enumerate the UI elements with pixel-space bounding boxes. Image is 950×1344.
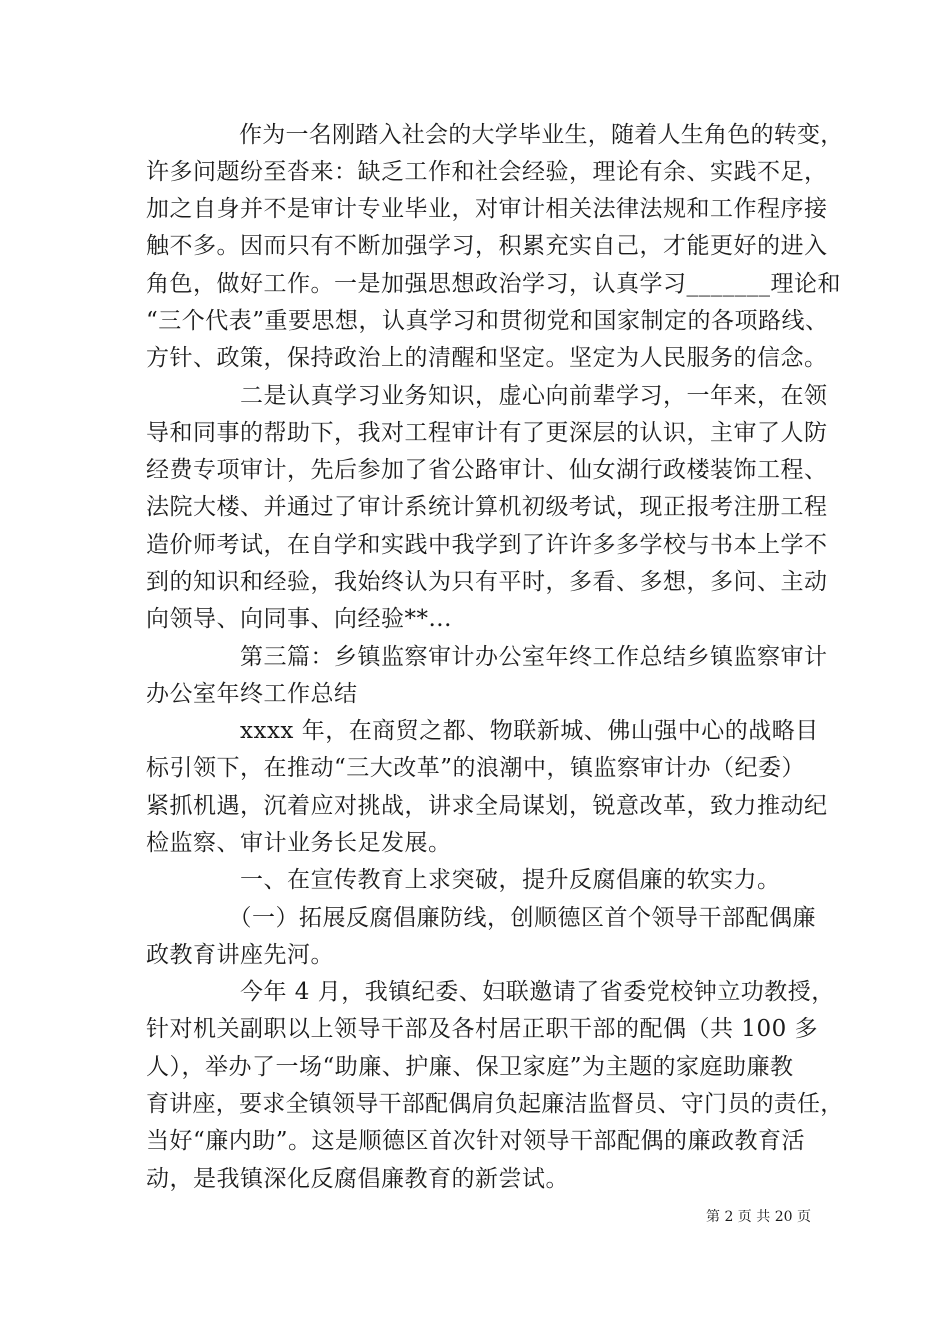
section-heading: 办公室年终工作总结	[146, 681, 358, 707]
text-line: 经费专项审计，先后参加了省公路审计、仙女湖行政楼装饰工程、	[146, 457, 828, 483]
section-heading: 第三篇：乡镇监察审计办公室年终工作总结乡镇监察审计	[146, 644, 828, 670]
text-line: 触不多。因而只有不断加强学习，积累充实自己，才能更好的进入	[146, 233, 828, 259]
page-number: 第 2 页 共 20 页	[706, 1209, 811, 1225]
text-line: 法院大楼、并通过了审计系统计算机初级考试，现正报考注册工程	[146, 494, 828, 520]
text-line: 二是认真学习业务知识，虚心向前辈学习，一年来，在领	[146, 383, 828, 409]
text-line: 导和同事的帮助下，我对工程审计有了更深层的认识，主审了人防	[146, 420, 828, 446]
text-line: 向领导、向同事、向经验**...	[146, 606, 452, 632]
text-line: 角色，做好工作。一是加强思想政治学习，认真学习_______理论和	[146, 271, 841, 297]
text-line: 育讲座，要求全镇领导干部配偶肩负起廉洁监督员、守门员的责任，	[146, 1091, 844, 1117]
text-line: 造价师考试，在自学和实践中我学到了许许多多学校与书本上学不	[146, 532, 828, 558]
text-line: 动，是我镇深化反腐倡廉教育的新尝试。	[146, 1166, 569, 1192]
text-line: “三个代表”重要思想，认真学习和贯彻党和国家制定的各项路线、	[146, 308, 829, 334]
text-line: （一）拓展反腐倡廉防线，创顺德区首个领导干部配偶廉	[146, 905, 816, 931]
text-line: 标引领下，在推动“三大改革”的浪潮中，镇监察审计办（纪委）	[146, 755, 806, 781]
text-line: 许多问题纷至沓来：缺乏工作和社会经验，理论有余、实践不足，	[146, 159, 828, 185]
text-line: 针对机关副职以上领导干部及各村居正职干部的配偶（共 100 多	[146, 1016, 819, 1042]
text-line: 到的知识和经验，我始终认为只有平时，多看、多想，多问、主动	[146, 569, 828, 595]
text-line: 方针、政策，保持政治上的清醒和坚定。坚定为人民服务的信念。	[146, 345, 828, 371]
text-line: 加之自身并不是审计专业毕业，对审计相关法律法规和工作程序接	[146, 196, 828, 222]
text-line: 当好“廉内助”。这是顺德区首次针对领导干部配偶的廉政教育活	[146, 1128, 806, 1154]
text-line: 政教育讲座先河。	[146, 942, 334, 968]
text-line: 作为一名刚踏入社会的大学毕业生，随着人生角色的转变，	[146, 122, 844, 148]
text-line: 今年 4 月，我镇纪委、妇联邀请了省委党校钟立功教授，	[146, 979, 835, 1005]
text-line: 紧抓机遇，沉着应对挑战，讲求全局谋划，锐意改革，致力推动纪	[146, 793, 828, 819]
text-line: xxxx 年，在商贸之都、物联新城、佛山强中心的战略目	[146, 718, 819, 744]
text-line: 人），举办了一场“助廉、护廉、保卫家庭”为主题的家庭助廉教	[146, 1054, 794, 1080]
text-line: 一、在宣传教育上求突破，提升反腐倡廉的软实力。	[146, 867, 781, 893]
text-line: 检监察、审计业务长足发展。	[146, 830, 452, 856]
